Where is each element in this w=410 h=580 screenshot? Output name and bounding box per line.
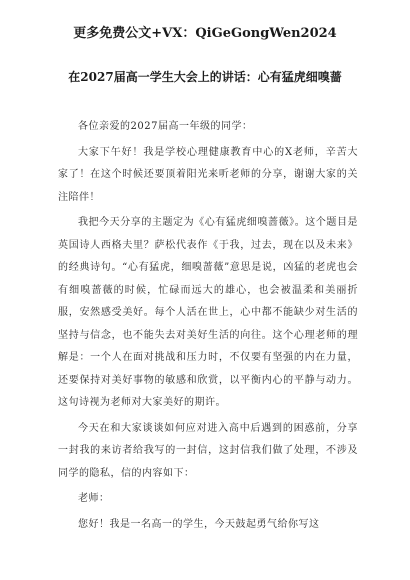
body-paragraph: 今天在和大家谈谈如何应对进入高中后遇到的困惑前，分享一封我的来访者给我写的一封信，这封信我们做了处理，不涉及同学的隐私，信的内容如下： <box>58 422 358 479</box>
body-paragraph: 大家下午好！我是学校心理健康教育中心的X老师，辛苦大家了！在这个时候还要顶着阳光来听老师的分享，谢谢大家的关注陪伴！ <box>58 146 358 203</box>
body-paragraph: 我把今天分享的主题定为《心有猛虎细嗅蔷薇》。这个题目是英国诗人西格夫里？萨松代表作《于我，过去，现在以及未来》的经典诗句。“心有猛虎，细嗅蔷薇”意思是说，凶猛的老虎也会有细嗅蔷薇的时候，忙碌而远大的雄心，也会被温柔和美丽折服，安然感受美好。每个人活在世上，心中都不能缺少对生活的坚持与信念，也不能失去对美好生活的向往。这个心理老师的理解是：一个人在面对挑战和压力时，不仅要有坚强的内在力量，还要保持对美好事物的敏感和欣赏，以平衡内心的平静与动力。这句诗视为老师对大家美好的期许。 <box>58 217 358 408</box>
letter-paragraph: 您好！我是一名高一的学生，今天鼓起勇气给你写这 <box>78 518 320 530</box>
salutation: 各位亲爱的2027届高一年级的同学： <box>78 121 253 132</box>
page-header: 更多免费公文+VX：QiGeGongWen2024 <box>73 26 337 41</box>
document-title: 在2027届高一学生大会上的讲话：心有猛虎细嗅蔷 <box>68 70 342 84</box>
document-body <box>58 116 358 539</box>
letter-salutation: 老师： <box>78 493 110 504</box>
